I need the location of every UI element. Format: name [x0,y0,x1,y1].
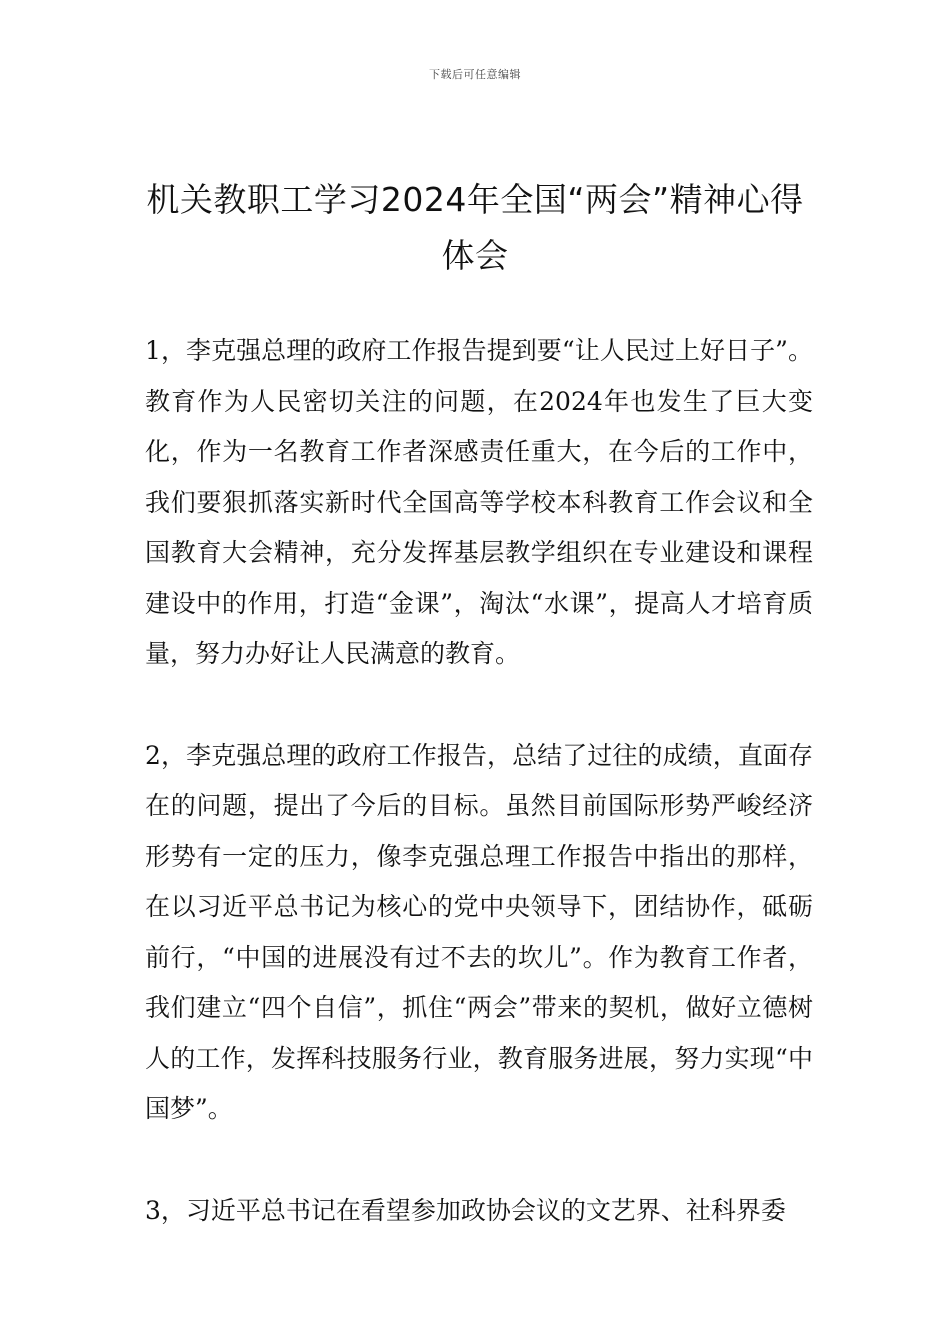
paragraph-2: 2，李克强总理的政府工作报告，总结了过往的成绩，直面存在的问题，提出了今后的目标。虽然目前国际形势严峻经济形势有一定的压力，像李克强总理工作报告中指出的那样，在以习近平总书记为核心的党中央领导下，团结协作，砥砺前行，“中国的进展没有过不去的坎儿”。作为教育工作者，我们建立“四个自信”，抓住“两会”带来的契机，做好立德树人的工作，发挥科技服务行业，教育服务进展，努力实现“中国梦”。 [145,740,813,1123]
page-header: 下载后可任意编辑 [429,68,521,81]
paragraph-1: 1，李克强总理的政府工作报告提到要“让人民过上好日子”。教育作为人民密切关注的问题，在2024年也发生了巨大变化，作为一名教育工作者深感责任重大，在今后的工作中，我们要狠抓落实新时代全国高等学校本科教育工作会议和全国教育大会精神，充分发挥基层教学组织在专业建设和课程建设中的作用，打造“金课”，淘汰“水课”，提高人才培育质量，努力办好让人民满意的教育。 [145,336,813,668]
paragraph-3: 3，习近平总书记在看望参加政协会议的文艺界、社科界委 [145,1195,786,1225]
document-body [145,326,813,1287]
document-title: 机关教职工学习2024年全国“两会”精神心得体会 [146,180,804,275]
